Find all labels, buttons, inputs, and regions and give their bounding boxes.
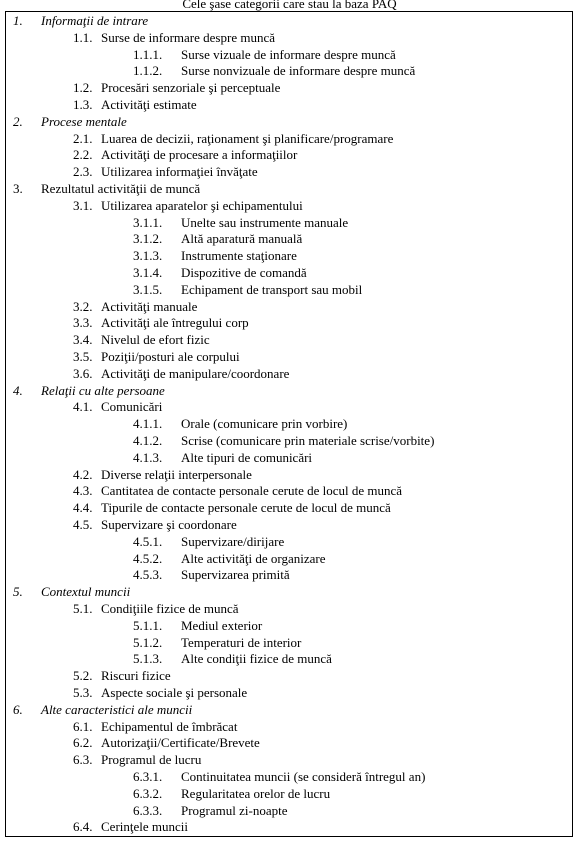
- outline-item-number: 3.3.: [73, 315, 93, 331]
- outline-item-text: Activităţi de manipulare/coordonare: [101, 365, 290, 381]
- outline-item-number: 1.3.: [73, 97, 93, 112]
- outline-item-text: Utilizarea aparatelor şi echipamentului: [101, 197, 303, 213]
- outline-item-text: Cerinţele muncii: [101, 819, 189, 835]
- outline-item-number: 3.1.1.: [133, 214, 163, 230]
- outline-item-text: Alte tipuri de comunicări: [181, 449, 313, 465]
- outline-item-text: Activităţi manuale: [101, 298, 198, 314]
- outline-item-text: Tipurile de contacte personale cerute de locul de muncă: [101, 500, 391, 516]
- outline-item-number: 4.5.1.: [133, 533, 163, 549]
- outline-item-text: Riscuri fizice: [101, 668, 171, 684]
- outline-item-number: 4.2.: [73, 466, 93, 482]
- outline-item-number: 6.3.2.: [133, 785, 163, 801]
- outline-item-number: 6.4.: [73, 819, 93, 835]
- outline-item-number: 1.: [13, 13, 23, 28]
- outline-item-number: 2.1.: [73, 130, 93, 146]
- outline-item-text: Instrumente staţionare: [181, 248, 297, 264]
- outline-item-number: 4.1.2.: [133, 433, 163, 448]
- outline-item-text: Autorizaţii/Certificate/Brevete: [101, 735, 260, 751]
- outline-item-number: 6.2.: [73, 735, 93, 751]
- outline-item-text: Altă aparatură manuală: [181, 231, 303, 247]
- outline-item-number: 4.5.: [73, 517, 93, 532]
- outline-item-text: Cantitatea de contacte personale cerute de locul de muncă: [101, 483, 403, 499]
- outline-item-number: 6.3.1.: [133, 769, 163, 784]
- outline-item-number: 4.1.: [73, 399, 93, 415]
- outline-item-text: Activităţi estimate: [101, 97, 197, 112]
- outline-item-number: 3.1.5.: [133, 281, 163, 297]
- outline-item-number: 2.: [13, 113, 23, 129]
- outline-item-number: 5.1.2.: [133, 634, 163, 650]
- outline-item-number: 3.1.2.: [133, 231, 163, 247]
- outline-item-text: Poziţii/posturi ale corpului: [101, 349, 240, 364]
- outline-item-text: Temperaturi de interior: [181, 634, 302, 650]
- outline-item-number: 4.1.3.: [133, 449, 163, 465]
- outline-item-text: Programul zi-noapte: [181, 802, 288, 818]
- outline-item-text: Unelte sau instrumente manuale: [181, 214, 349, 230]
- outline-item-text: Alte activităţi de organizare: [181, 550, 326, 566]
- outline-item-number: 4.1.1.: [133, 416, 163, 432]
- document-title: Cele şase categorii care stau la baza PAQ: [182, 0, 397, 11]
- outline-item-number: 4.5.3.: [133, 567, 163, 583]
- outline-item-text: Activităţi de procesare a informaţiilor: [101, 147, 298, 163]
- outline-item-number: 2.2.: [73, 147, 93, 163]
- outline-item-number: 3.2.: [73, 298, 93, 314]
- outline-item-text: Surse nonvizuale de informare despre muncă: [181, 63, 416, 79]
- outline-item-number: 2.3.: [73, 164, 93, 180]
- outline-item-text: Luarea de decizii, raţionament şi planificare/programare: [101, 130, 394, 146]
- outline-item-number: 3.1.4.: [133, 265, 163, 280]
- outline-item-text: Surse de informare despre muncă: [101, 29, 275, 45]
- outline-item-text: Programul de lucru: [101, 752, 202, 768]
- outline-item-text: Orale (comunicare prin vorbire): [181, 416, 348, 432]
- outline-item-text: Relaţii cu alte persoane: [41, 382, 165, 398]
- outline-item-number: 3.6.: [73, 365, 93, 381]
- outline-item-text: Dispozitive de comandă: [181, 265, 307, 280]
- outline-item-text: Informaţii de intrare: [41, 13, 149, 28]
- outline-item-text: Condiţiile fizice de muncă: [101, 601, 239, 616]
- outline-item-number: 5.2.: [73, 668, 93, 684]
- outline-item-text: Echipament de transport sau mobil: [181, 281, 363, 297]
- outline-item-number: 6.3.: [73, 752, 93, 768]
- outline-item-text: Rezultatul activităţii de muncă: [41, 181, 201, 196]
- outline-item-number: 6.1.: [73, 718, 93, 734]
- outline-item-text: Alte condiţii fizice de muncă: [181, 651, 332, 667]
- outline-item-number: 1.1.: [73, 29, 93, 45]
- outline-item-text: Continuitatea muncii (se consideră întregul an): [181, 769, 426, 784]
- outline-item-text: Diverse relaţii interpersonale: [101, 466, 252, 482]
- outline-item-text: Supervizarea primită: [181, 567, 290, 583]
- outline-item-number: 4.4.: [73, 500, 93, 516]
- outline-item-text: Alte caracteristici ale muncii: [41, 701, 193, 717]
- outline-item-text: Surse vizuale de informare despre muncă: [181, 46, 396, 62]
- outline-item-text: Nivelul de efort fizic: [101, 332, 210, 348]
- outline-item-text: Comunicări: [101, 399, 163, 415]
- outline-item-number: 1.2.: [73, 80, 93, 96]
- outline-item-text: Scrise (comunicare prin materiale scrise/vorbite): [181, 433, 435, 448]
- outline-item-text: Aspecte sociale şi personale: [101, 685, 248, 700]
- outline-item-number: 4.3.: [73, 483, 93, 499]
- outline-item-text: Supervizare şi coordonare: [101, 517, 237, 532]
- outline-item-text: Mediul exterior: [181, 617, 263, 633]
- outline-item-number: 1.1.2.: [133, 63, 163, 79]
- outline-item-number: 3.: [13, 181, 23, 196]
- outline-item-number: 3.1.: [73, 197, 93, 213]
- outline-item-number: 5.1.3.: [133, 651, 163, 667]
- outline-item-number: 3.1.3.: [133, 248, 163, 264]
- outline-item-number: 6.: [13, 701, 23, 717]
- outline-item-text: Regularitatea orelor de lucru: [181, 785, 331, 801]
- outline-item-number: 3.5.: [73, 349, 93, 364]
- outline-item-text: Procese mentale: [41, 113, 127, 129]
- outline-item-number: 4.: [13, 382, 23, 398]
- outline-item-text: Contextul muncii: [41, 584, 131, 600]
- outline-item-number: 5.1.: [73, 601, 93, 616]
- outline-item-number: 1.1.1.: [133, 46, 163, 62]
- outline-item-number: 4.5.2.: [133, 550, 163, 566]
- outline-item-number: 3.4.: [73, 332, 93, 348]
- outline-item-text: Procesări senzoriale şi perceptuale: [101, 80, 281, 96]
- outline-item-text: Activităţi ale întregului corp: [101, 315, 249, 331]
- outline-item-number: 6.3.3.: [133, 802, 163, 818]
- outline-item-text: Supervizare/dirijare: [181, 533, 285, 549]
- outline-item-number: 5.: [13, 584, 23, 600]
- outline-item-number: 5.1.1.: [133, 617, 163, 633]
- outline-item-text: Echipamentul de îmbrăcat: [101, 718, 238, 734]
- outline-item-number: 5.3.: [73, 685, 93, 700]
- outline-item-text: Utilizarea informaţiei învăţate: [101, 164, 258, 180]
